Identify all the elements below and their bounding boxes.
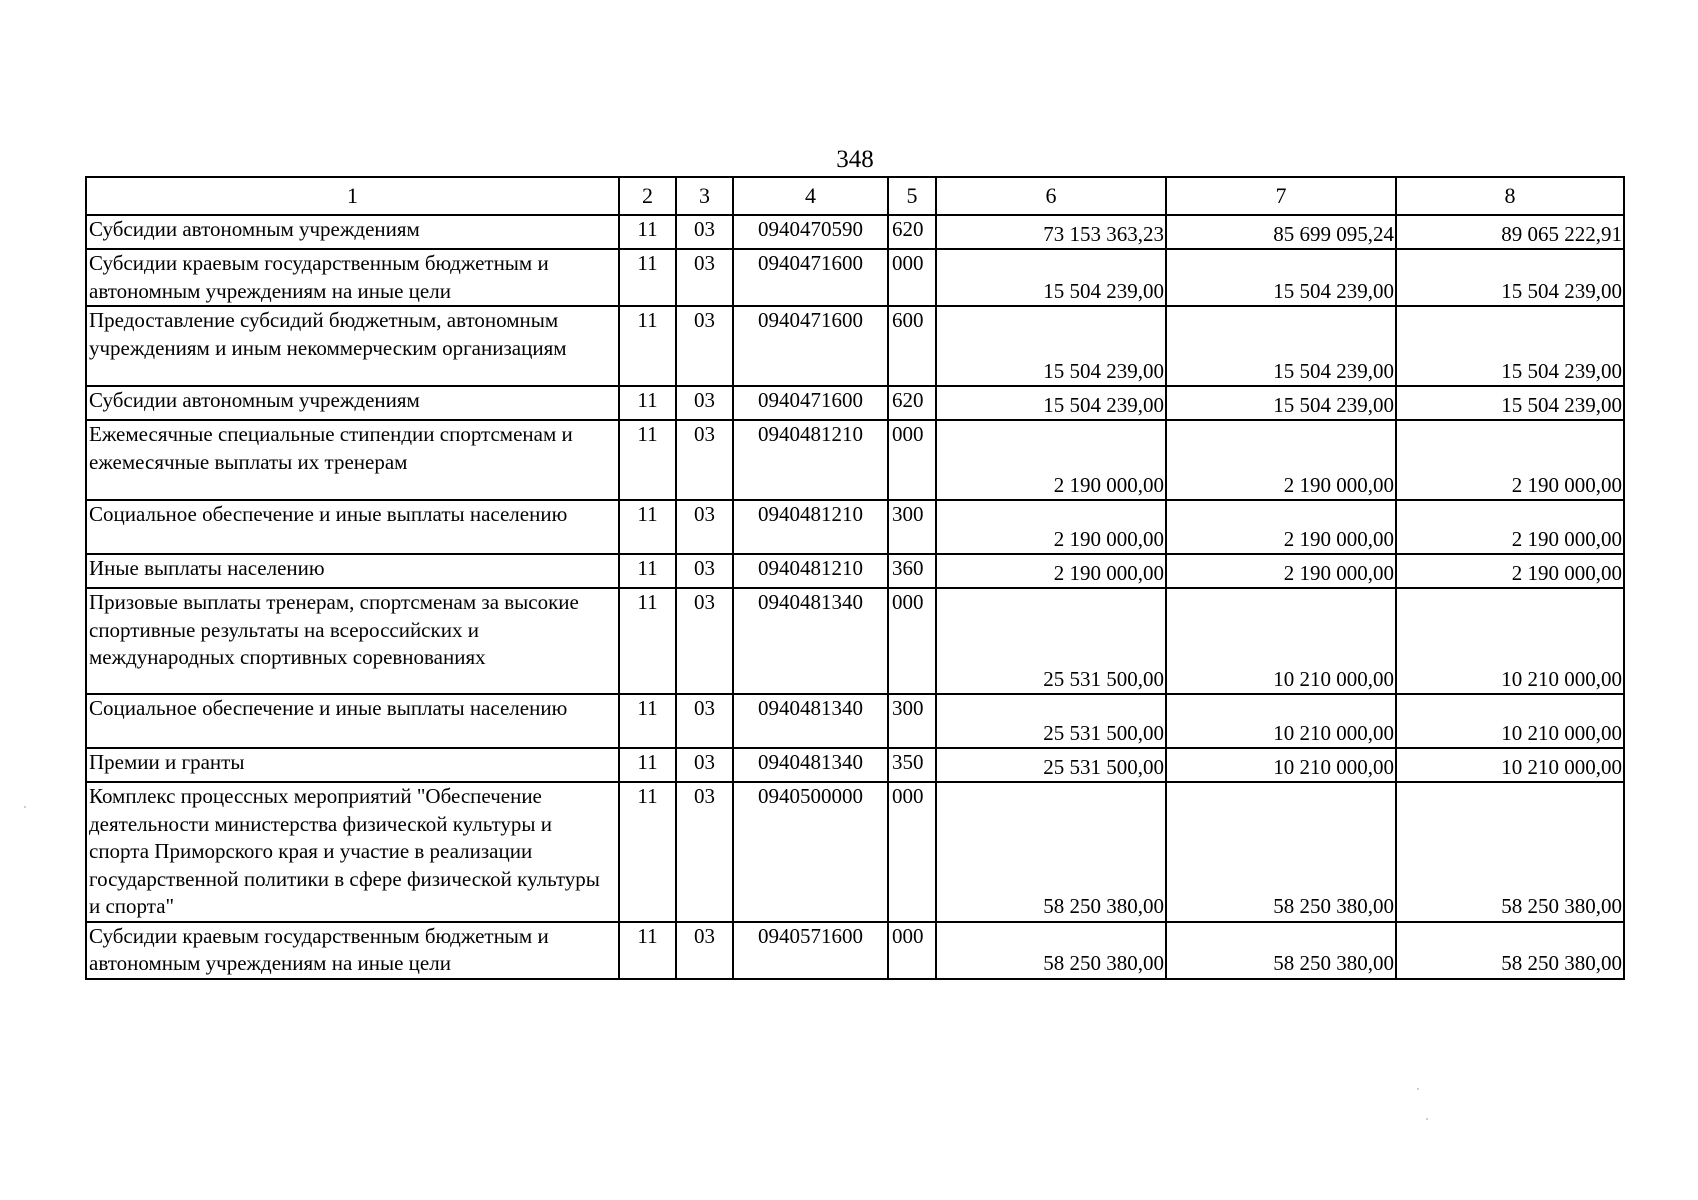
cell-target-code: 0940481340 [733, 694, 888, 748]
cell-target-code: 0940471600 [733, 386, 888, 420]
cell-subsection: 03 [676, 249, 733, 306]
cell-section: 11 [619, 782, 676, 922]
cell-amount: 2 190 000,00 [1166, 554, 1396, 588]
column-header: 5 [888, 177, 936, 215]
column-header: 6 [936, 177, 1166, 215]
column-header: 2 [619, 177, 676, 215]
cell-amount: 85 699 095,24 [1166, 215, 1396, 249]
cell-amount: 2 190 000,00 [936, 420, 1166, 500]
cell-amount: 58 250 380,00 [1396, 922, 1624, 979]
cell-name: Предоставление субсидий бюджетным, автономным учреждениям и иным некоммерческим организациям [86, 306, 619, 386]
cell-target-code: 0940471600 [733, 249, 888, 306]
cell-amount: 15 504 239,00 [936, 306, 1166, 386]
cell-subsection: 03 [676, 782, 733, 922]
cell-expense-type: 000 [888, 249, 936, 306]
table-row [86, 306, 1624, 386]
cell-expense-type: 000 [888, 588, 936, 694]
cell-target-code: 0940571600 [733, 922, 888, 979]
cell-name: Социальное обеспечение и иные выплаты населению [86, 694, 619, 748]
table-row [86, 500, 1624, 554]
cell-expense-type: 620 [888, 215, 936, 249]
cell-name: Призовые выплаты тренерам, спортсменам за высокие спортивные результаты на всероссийских и международных спортивных соревнованиях [86, 588, 619, 694]
cell-amount: 15 504 239,00 [936, 386, 1166, 420]
cell-amount: 15 504 239,00 [1396, 306, 1624, 386]
table-row [86, 588, 1624, 694]
cell-expense-type: 000 [888, 782, 936, 922]
cell-expense-type: 000 [888, 420, 936, 500]
cell-name: Субсидии автономным учреждениям [86, 386, 619, 420]
cell-section: 11 [619, 306, 676, 386]
cell-amount: 58 250 380,00 [1396, 782, 1624, 922]
table-header-row [86, 177, 1624, 215]
cell-amount: 2 190 000,00 [936, 500, 1166, 554]
cell-amount: 25 531 500,00 [936, 588, 1166, 694]
cell-target-code: 0940481210 [733, 554, 888, 588]
cell-subsection: 03 [676, 500, 733, 554]
cell-amount: 10 210 000,00 [1396, 588, 1624, 694]
cell-amount: 2 190 000,00 [936, 554, 1166, 588]
cell-amount: 10 210 000,00 [1166, 588, 1396, 694]
cell-amount: 25 531 500,00 [936, 748, 1166, 782]
cell-amount: 2 190 000,00 [1396, 500, 1624, 554]
cell-amount: 58 250 380,00 [1166, 922, 1396, 979]
table-row [86, 922, 1624, 979]
table-row [86, 215, 1624, 249]
table-row [86, 782, 1624, 922]
cell-expense-type: 000 [888, 922, 936, 979]
cell-subsection: 03 [676, 306, 733, 386]
cell-section: 11 [619, 748, 676, 782]
cell-name: Ежемесячные специальные стипендии спортсменам и ежемесячные выплаты их тренерам [86, 420, 619, 500]
cell-name: Субсидии краевым государственным бюджетным и автономным учреждениям на иные цели [86, 922, 619, 979]
cell-amount: 58 250 380,00 [936, 782, 1166, 922]
column-header: 1 [86, 177, 619, 215]
cell-expense-type: 620 [888, 386, 936, 420]
cell-section: 11 [619, 420, 676, 500]
cell-target-code: 0940481340 [733, 588, 888, 694]
cell-section: 11 [619, 694, 676, 748]
cell-name: Социальное обеспечение и иные выплаты населению [86, 500, 619, 554]
column-header: 7 [1166, 177, 1396, 215]
cell-amount: 10 210 000,00 [1166, 694, 1396, 748]
cell-subsection: 03 [676, 922, 733, 979]
cell-section: 11 [619, 500, 676, 554]
cell-name: Комплекс процессных мероприятий "Обеспечение деятельности министерства физической культуры и спорта Приморского края и участие в реализации государственной политики в сфере физической культуры и спорта" [86, 782, 619, 922]
cell-amount: 73 153 363,23 [936, 215, 1166, 249]
page-number: 348 [836, 146, 874, 173]
cell-amount: 2 190 000,00 [1166, 500, 1396, 554]
cell-amount: 15 504 239,00 [1166, 386, 1396, 420]
cell-name: Премии и гранты [86, 748, 619, 782]
cell-subsection: 03 [676, 215, 733, 249]
cell-amount: 10 210 000,00 [1166, 748, 1396, 782]
cell-subsection: 03 [676, 554, 733, 588]
cell-subsection: 03 [676, 420, 733, 500]
cell-amount: 2 190 000,00 [1396, 554, 1624, 588]
cell-name: Субсидии автономным учреждениям [86, 215, 619, 249]
cell-section: 11 [619, 922, 676, 979]
cell-subsection: 03 [676, 588, 733, 694]
table-row [86, 420, 1624, 500]
cell-amount: 58 250 380,00 [1166, 782, 1396, 922]
cell-target-code: 0940481210 [733, 420, 888, 500]
column-header: 8 [1396, 177, 1624, 215]
cell-expense-type: 350 [888, 748, 936, 782]
cell-target-code: 0940500000 [733, 782, 888, 922]
table-row [86, 386, 1624, 420]
cell-amount: 2 190 000,00 [1166, 420, 1396, 500]
cell-section: 11 [619, 386, 676, 420]
table-row [86, 249, 1624, 306]
cell-target-code: 0940481340 [733, 748, 888, 782]
scan-speck [1417, 1088, 1419, 1090]
cell-amount: 15 504 239,00 [1396, 249, 1624, 306]
cell-subsection: 03 [676, 694, 733, 748]
table-row [86, 554, 1624, 588]
cell-expense-type: 300 [888, 694, 936, 748]
cell-amount: 15 504 239,00 [1396, 386, 1624, 420]
cell-target-code: 0940471600 [733, 306, 888, 386]
cell-subsection: 03 [676, 748, 733, 782]
cell-amount: 15 504 239,00 [1166, 306, 1396, 386]
cell-expense-type: 360 [888, 554, 936, 588]
cell-amount: 2 190 000,00 [1396, 420, 1624, 500]
cell-name: Субсидии краевым государственным бюджетным и автономным учреждениям на иные цели [86, 249, 619, 306]
cell-target-code: 0940481210 [733, 500, 888, 554]
cell-amount: 58 250 380,00 [936, 922, 1166, 979]
cell-amount: 10 210 000,00 [1396, 748, 1624, 782]
cell-amount: 15 504 239,00 [1166, 249, 1396, 306]
table-row [86, 748, 1624, 782]
cell-name: Иные выплаты населению [86, 554, 619, 588]
scan-speck [1426, 1118, 1428, 1120]
column-header: 4 [733, 177, 888, 215]
cell-amount: 89 065 222,91 [1396, 215, 1624, 249]
cell-section: 11 [619, 554, 676, 588]
cell-section: 11 [619, 249, 676, 306]
cell-expense-type: 300 [888, 500, 936, 554]
cell-target-code: 0940470590 [733, 215, 888, 249]
table-row [86, 694, 1624, 748]
scan-speck [24, 806, 26, 808]
cell-section: 11 [619, 215, 676, 249]
cell-amount: 10 210 000,00 [1396, 694, 1624, 748]
cell-amount: 15 504 239,00 [936, 249, 1166, 306]
cell-expense-type: 600 [888, 306, 936, 386]
cell-subsection: 03 [676, 386, 733, 420]
cell-section: 11 [619, 588, 676, 694]
column-header: 3 [676, 177, 733, 215]
cell-amount: 25 531 500,00 [936, 694, 1166, 748]
budget-table [85, 176, 1625, 980]
